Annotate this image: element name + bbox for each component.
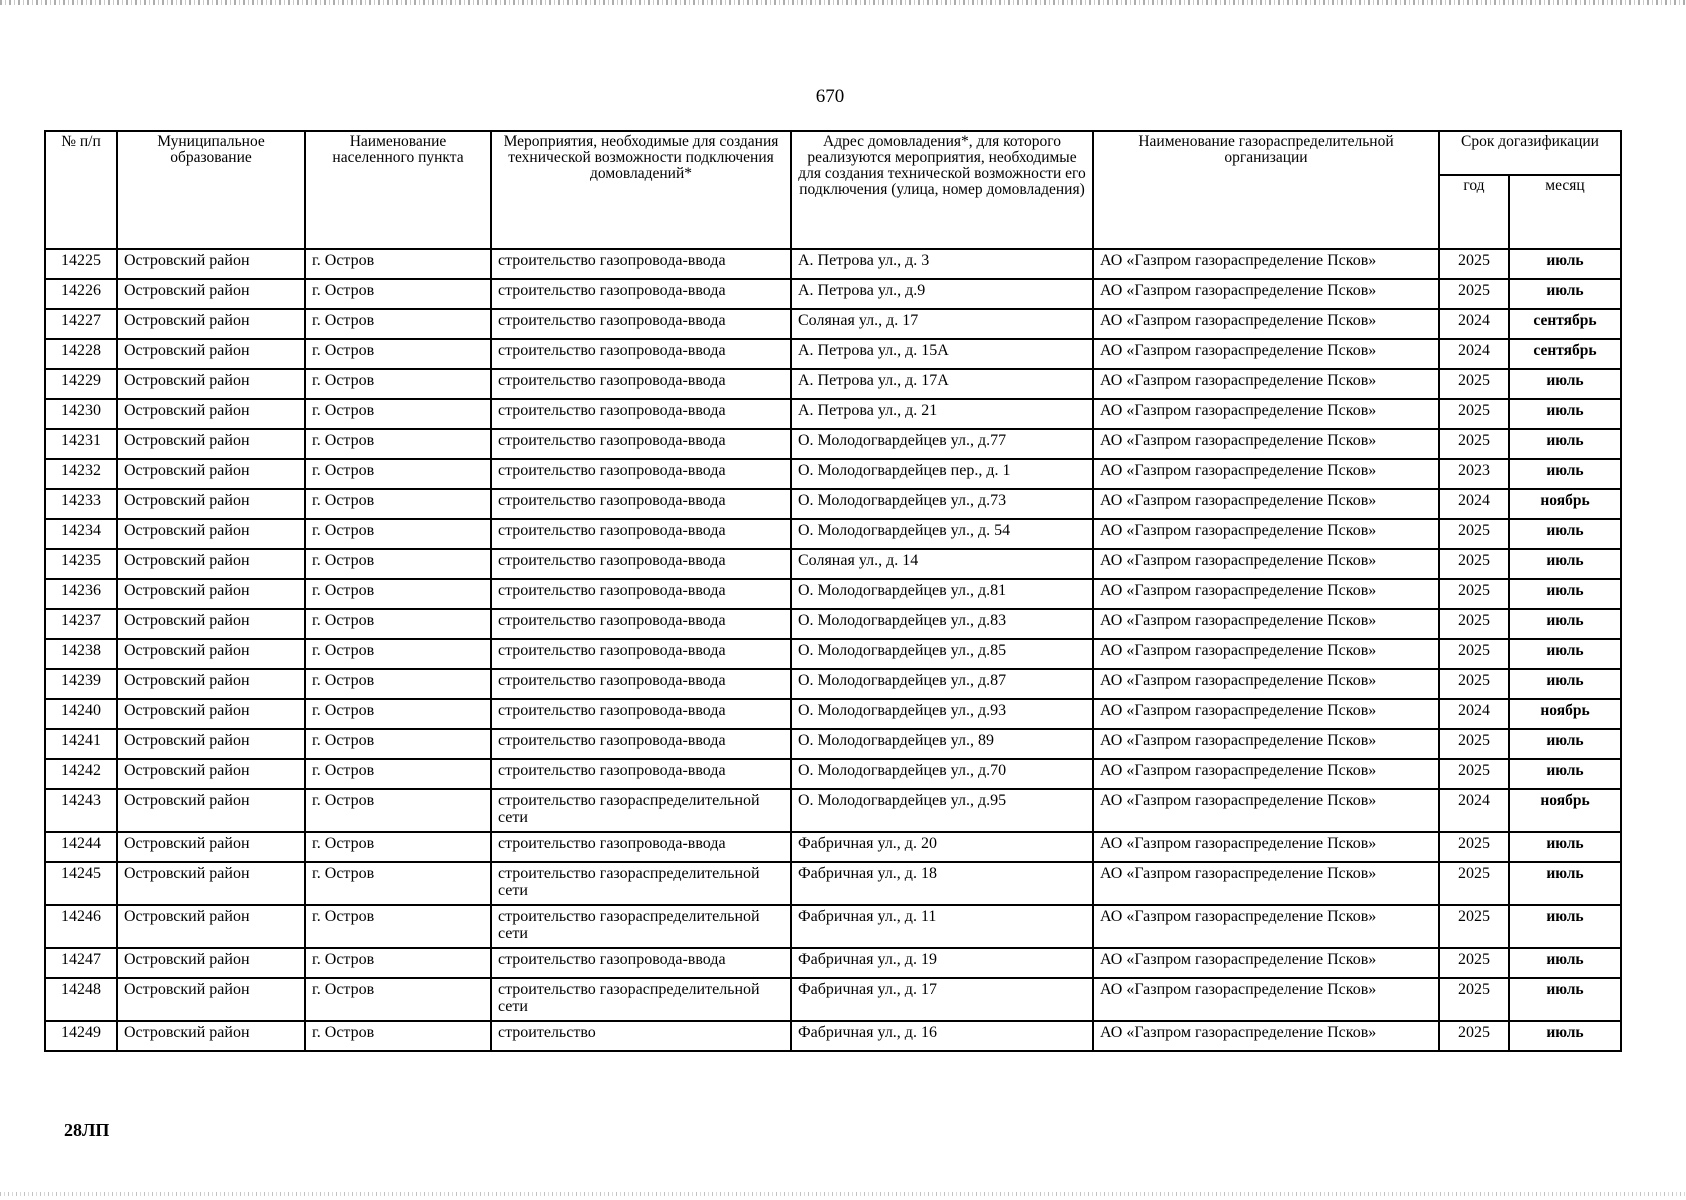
row-number: 14247 [45,948,117,978]
row-measure: строительство газопровода-ввода [491,832,791,862]
row-year: 2024 [1439,699,1509,729]
row-settlement: г. Остров [305,429,491,459]
row-measure: строительство газопровода-ввода [491,729,791,759]
row-number: 14235 [45,549,117,579]
row-year: 2025 [1439,729,1509,759]
row-year: 2025 [1439,1021,1509,1051]
row-month: июль [1509,279,1621,309]
row-settlement: г. Остров [305,279,491,309]
row-year: 2024 [1439,309,1509,339]
row-month: сентябрь [1509,309,1621,339]
row-year: 2024 [1439,789,1509,832]
row-number: 14228 [45,339,117,369]
row-year: 2025 [1439,249,1509,279]
row-address: О. Молодогвардейцев пер., д. 1 [791,459,1093,489]
table-row [45,249,1621,279]
row-organization: АО «Газпром газораспределение Псков» [1093,369,1439,399]
row-municipality: Островский район [117,369,305,399]
row-settlement: г. Остров [305,699,491,729]
row-month: июль [1509,369,1621,399]
header-num: № п/п [45,131,117,249]
row-measure: строительство газопровода-ввода [491,249,791,279]
table-row [45,609,1621,639]
table-row [45,339,1621,369]
row-settlement: г. Остров [305,759,491,789]
row-measure: строительство газопровода-ввода [491,489,791,519]
row-address: А. Петрова ул., д. 3 [791,249,1093,279]
header-address: Адрес домовладения*, для которого реализуются мероприятия, необходимые для создания технической возможности его подключения (улица, номер домовладения) [791,131,1093,249]
row-settlement: г. Остров [305,978,491,1021]
row-settlement: г. Остров [305,862,491,905]
header-month: месяц [1509,175,1621,249]
row-municipality: Островский район [117,789,305,832]
row-measure: строительство газораспределительной сети [491,789,791,832]
row-municipality: Островский район [117,279,305,309]
row-month: ноябрь [1509,699,1621,729]
row-year: 2025 [1439,639,1509,669]
row-organization: АО «Газпром газораспределение Псков» [1093,1021,1439,1051]
table-row [45,549,1621,579]
row-address: О. Молодогвардейцев ул., д.85 [791,639,1093,669]
row-settlement: г. Остров [305,579,491,609]
row-measure: строительство газопровода-ввода [491,369,791,399]
row-year: 2024 [1439,339,1509,369]
row-year: 2025 [1439,399,1509,429]
row-organization: АО «Газпром газораспределение Псков» [1093,489,1439,519]
table-row [45,639,1621,669]
row-measure: строительство газопровода-ввода [491,309,791,339]
row-number: 14229 [45,369,117,399]
row-number: 14245 [45,862,117,905]
row-month: июль [1509,579,1621,609]
row-number: 14248 [45,978,117,1021]
row-month: июль [1509,639,1621,669]
row-settlement: г. Остров [305,549,491,579]
row-organization: АО «Газпром газораспределение Псков» [1093,309,1439,339]
table-row [45,309,1621,339]
row-year: 2023 [1439,459,1509,489]
row-municipality: Островский район [117,549,305,579]
row-month: июль [1509,1021,1621,1051]
row-organization: АО «Газпром газораспределение Псков» [1093,978,1439,1021]
row-settlement: г. Остров [305,669,491,699]
table-row [45,729,1621,759]
row-organization: АО «Газпром газораспределение Псков» [1093,669,1439,699]
row-month: июль [1509,729,1621,759]
row-municipality: Островский район [117,579,305,609]
row-municipality: Островский район [117,832,305,862]
row-month: июль [1509,759,1621,789]
row-settlement: г. Остров [305,339,491,369]
row-year: 2025 [1439,832,1509,862]
row-measure: строительство газопровода-ввода [491,399,791,429]
row-municipality: Островский район [117,309,305,339]
table-row [45,399,1621,429]
row-settlement: г. Остров [305,309,491,339]
row-address: О. Молодогвардейцев ул., д.95 [791,789,1093,832]
table-row [45,669,1621,699]
row-measure: строительство газопровода-ввода [491,279,791,309]
row-settlement: г. Остров [305,399,491,429]
row-month: июль [1509,905,1621,948]
row-month: июль [1509,429,1621,459]
row-month: июль [1509,549,1621,579]
row-organization: АО «Газпром газораспределение Псков» [1093,519,1439,549]
table-row [45,459,1621,489]
row-address: Фабричная ул., д. 19 [791,948,1093,978]
table-row [45,905,1621,948]
row-organization: АО «Газпром газораспределение Псков» [1093,249,1439,279]
row-organization: АО «Газпром газораспределение Псков» [1093,609,1439,639]
row-organization: АО «Газпром газораспределение Псков» [1093,789,1439,832]
row-organization: АО «Газпром газораспределение Псков» [1093,862,1439,905]
header-municipality: Муниципальное образование [117,131,305,249]
row-municipality: Островский район [117,429,305,459]
row-number: 14237 [45,609,117,639]
row-organization: АО «Газпром газораспределение Псков» [1093,832,1439,862]
row-municipality: Островский район [117,339,305,369]
row-organization: АО «Газпром газораспределение Псков» [1093,549,1439,579]
row-month: июль [1509,978,1621,1021]
row-month: ноябрь [1509,489,1621,519]
table-row [45,862,1621,905]
row-settlement: г. Остров [305,948,491,978]
row-organization: АО «Газпром газораспределение Псков» [1093,279,1439,309]
row-settlement: г. Остров [305,729,491,759]
row-settlement: г. Остров [305,609,491,639]
row-municipality: Островский район [117,978,305,1021]
row-address: Фабричная ул., д. 16 [791,1021,1093,1051]
row-settlement: г. Остров [305,1021,491,1051]
row-address: О. Молодогвардейцев ул., д.73 [791,489,1093,519]
row-municipality: Островский район [117,519,305,549]
table-row [45,369,1621,399]
row-municipality: Островский район [117,399,305,429]
row-measure: строительство газопровода-ввода [491,609,791,639]
row-month: июль [1509,249,1621,279]
row-number: 14234 [45,519,117,549]
row-month: июль [1509,459,1621,489]
row-address: Фабричная ул., д. 11 [791,905,1093,948]
row-year: 2025 [1439,429,1509,459]
row-settlement: г. Остров [305,459,491,489]
row-month: ноябрь [1509,789,1621,832]
row-year: 2025 [1439,279,1509,309]
row-number: 14236 [45,579,117,609]
row-number: 14231 [45,429,117,459]
row-number: 14233 [45,489,117,519]
table-row [45,832,1621,862]
table-row [45,1021,1621,1051]
row-year: 2025 [1439,759,1509,789]
table-row [45,789,1621,832]
row-measure: строительство газопровода-ввода [491,759,791,789]
row-municipality: Островский район [117,1021,305,1051]
row-number: 14249 [45,1021,117,1051]
row-measure: строительство газопровода-ввода [491,519,791,549]
row-settlement: г. Остров [305,832,491,862]
row-address: О. Молодогвардейцев ул., д.87 [791,669,1093,699]
row-organization: АО «Газпром газораспределение Псков» [1093,759,1439,789]
row-municipality: Островский район [117,905,305,948]
row-year: 2025 [1439,579,1509,609]
row-month: июль [1509,832,1621,862]
row-settlement: г. Остров [305,489,491,519]
table-body [45,249,1621,1051]
row-organization: АО «Газпром газораспределение Псков» [1093,699,1439,729]
gasification-table [44,130,1622,1052]
row-month: июль [1509,519,1621,549]
row-address: Соляная ул., д. 17 [791,309,1093,339]
header-organization: Наименование газораспределительной организации [1093,131,1439,249]
row-number: 14239 [45,669,117,699]
row-number: 14242 [45,759,117,789]
row-number: 14243 [45,789,117,832]
row-municipality: Островский район [117,759,305,789]
row-number: 14240 [45,699,117,729]
row-settlement: г. Остров [305,369,491,399]
row-year: 2025 [1439,948,1509,978]
row-measure: строительство газопровода-ввода [491,429,791,459]
row-year: 2025 [1439,369,1509,399]
row-organization: АО «Газпром газораспределение Псков» [1093,429,1439,459]
row-year: 2024 [1439,489,1509,519]
row-organization: АО «Газпром газораспределение Псков» [1093,639,1439,669]
row-municipality: Островский район [117,862,305,905]
row-year: 2025 [1439,905,1509,948]
row-settlement: г. Остров [305,905,491,948]
row-measure: строительство газораспределительной сети [491,978,791,1021]
row-address: О. Молодогвардейцев ул., 89 [791,729,1093,759]
row-year: 2025 [1439,978,1509,1021]
row-organization: АО «Газпром газораспределение Псков» [1093,399,1439,429]
table-row [45,279,1621,309]
row-month: июль [1509,669,1621,699]
row-year: 2025 [1439,549,1509,579]
table-row [45,429,1621,459]
row-settlement: г. Остров [305,789,491,832]
row-municipality: Островский район [117,948,305,978]
header-deadline: Срок догазификации [1439,131,1621,175]
row-number: 14238 [45,639,117,669]
row-measure: строительство газопровода-ввода [491,639,791,669]
table-row [45,519,1621,549]
row-measure: строительство газопровода-ввода [491,459,791,489]
row-address: Фабричная ул., д. 18 [791,862,1093,905]
row-month: июль [1509,862,1621,905]
row-address: Фабричная ул., д. 20 [791,832,1093,862]
table-row [45,948,1621,978]
footer-code: 28ЛП [64,1120,110,1140]
row-year: 2025 [1439,519,1509,549]
row-address: А. Петрова ул., д.9 [791,279,1093,309]
row-address: О. Молодогвардейцев ул., д.81 [791,579,1093,609]
row-address: А. Петрова ул., д. 17А [791,369,1093,399]
row-measure: строительство газопровода-ввода [491,549,791,579]
header-measures: Мероприятия, необходимые для создания технической возможности подключения домовладений* [491,131,791,249]
row-organization: АО «Газпром газораспределение Псков» [1093,459,1439,489]
row-number: 14241 [45,729,117,759]
row-organization: АО «Газпром газораспределение Псков» [1093,948,1439,978]
row-measure: строительство газопровода-ввода [491,669,791,699]
row-address: О. Молодогвардейцев ул., д.83 [791,609,1093,639]
row-organization: АО «Газпром газораспределение Псков» [1093,729,1439,759]
row-organization: АО «Газпром газораспределение Псков» [1093,339,1439,369]
table-row [45,699,1621,729]
row-year: 2025 [1439,609,1509,639]
row-month: июль [1509,399,1621,429]
header-settlement: Наименование населенного пункта [305,131,491,249]
row-year: 2025 [1439,862,1509,905]
row-measure: строительство газопровода-ввода [491,699,791,729]
table-row [45,579,1621,609]
row-measure: строительство газопровода-ввода [491,339,791,369]
row-municipality: Островский район [117,459,305,489]
row-municipality: Островский район [117,669,305,699]
row-measure: строительство газопровода-ввода [491,579,791,609]
row-number: 14227 [45,309,117,339]
row-address: О. Молодогвардейцев ул., д.93 [791,699,1093,729]
row-address: Фабричная ул., д. 17 [791,978,1093,1021]
row-address: А. Петрова ул., д. 15А [791,339,1093,369]
row-settlement: г. Остров [305,519,491,549]
table-row [45,759,1621,789]
row-measure: строительство газораспределительной сети [491,905,791,948]
row-month: июль [1509,609,1621,639]
table-row [45,489,1621,519]
row-address: О. Молодогвардейцев ул., д.70 [791,759,1093,789]
row-year: 2025 [1439,669,1509,699]
row-number: 14230 [45,399,117,429]
row-measure: строительство газопровода-ввода [491,948,791,978]
row-number: 14226 [45,279,117,309]
row-municipality: Островский район [117,609,305,639]
table-header [45,131,1621,249]
row-settlement: г. Остров [305,249,491,279]
row-number: 14246 [45,905,117,948]
row-number: 14225 [45,249,117,279]
header-year: год [1439,175,1509,249]
row-address: А. Петрова ул., д. 21 [791,399,1093,429]
table-row [45,978,1621,1021]
row-organization: АО «Газпром газораспределение Псков» [1093,905,1439,948]
row-number: 14244 [45,832,117,862]
row-municipality: Островский район [117,249,305,279]
row-municipality: Островский район [117,699,305,729]
row-measure: строительство [491,1021,791,1051]
row-address: О. Молодогвардейцев ул., д.77 [791,429,1093,459]
row-municipality: Островский район [117,729,305,759]
scan-edge-bottom [0,1192,1686,1196]
row-organization: АО «Газпром газораспределение Псков» [1093,579,1439,609]
row-address: Соляная ул., д. 14 [791,549,1093,579]
row-municipality: Островский район [117,639,305,669]
row-number: 14232 [45,459,117,489]
row-measure: строительство газораспределительной сети [491,862,791,905]
page-number: 670 [815,86,845,107]
row-month: сентябрь [1509,339,1621,369]
row-settlement: г. Остров [305,639,491,669]
row-address: О. Молодогвардейцев ул., д. 54 [791,519,1093,549]
row-month: июль [1509,948,1621,978]
row-municipality: Островский район [117,489,305,519]
scan-edge-top [0,0,1686,5]
